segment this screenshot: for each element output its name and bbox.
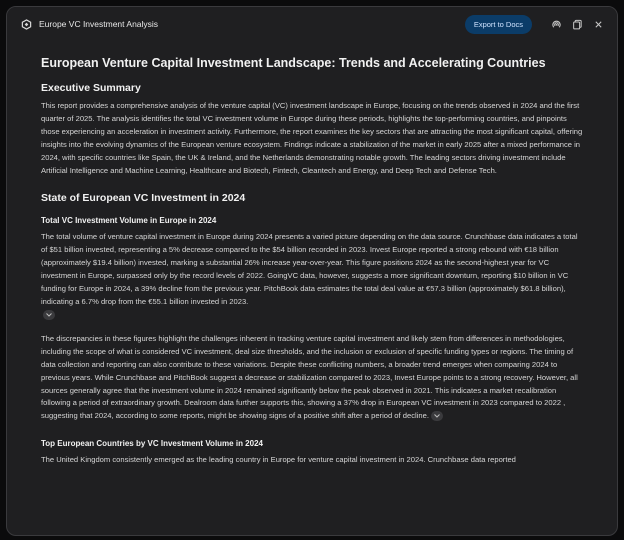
report-content[interactable] [7, 41, 618, 536]
title-bar [7, 7, 617, 41]
total-volume-expand[interactable] [41, 309, 585, 321]
report-window [6, 6, 618, 536]
top-countries-text: The United Kingdom consistently emerged as the leading country in Europe for venture capital investment in 2024. Crunchbase data reported [41, 455, 516, 465]
total-volume-heading: Total VC Investment Volume in Europe in 2024 [41, 216, 217, 226]
executive-summary-heading: Executive Summary [41, 82, 141, 94]
window-title: Europe VC Investment Analysis [39, 19, 159, 29]
executive-summary-text: This report provides a comprehensive analysis of the venture capital (VC) investment landscape in Europe, focusing on the trends observed in 2024 and the first quarter of 2025. The analysis identifies the total VC investment volume in Europe during these periods, highlights the top-performing countries, and pinpoints those experiencing an acceleration in investment activity. Furthermore, the report examines the key sectors that are attracting the most significant capital, offering insights into the evolving dynamics of the European venture ecosystem. Findings indicate a stabilization of the market in early 2025 after a mixed performance in 2024, with specific countries like Spain, the UK & Ireland, and the Netherlands demonstrating notable growth. The leading sectors driving investment include Artificial Intelligence and Machine Learning, Healthcare and Biotech, Fintech, Cleantech and Energy, and Deep Tech and Defense Tech. [41, 101, 583, 175]
close-icon[interactable] [591, 17, 605, 31]
state-of-vc-heading: State of European VC Investment in 2024 [41, 192, 246, 205]
copy-icon[interactable] [570, 17, 584, 31]
total-volume-text-content: The total volume of venture capital investment in Europe during 2024 presents a varied picture depending on the data source. Crunchbase data indicates a total of $51 billion invested, representing a 5% decrease compared to the $54 billion recorded in 2023. Invest Europe reported a strong rebound with €18 billion (approximately $19.4 billion) invested, marking a substantial 26% increase year-over-year. This figure positions 2024 as the second-highest year for VC investment in Europe, surpassed only by the record levels of 2022. GoingVC data, however, suggests a more significant downturn, reporting $10 billion in VC funding for Europe in 2024, a 39% decline from the previous year. PitchBook data estimates the total deal value at €57.3 billion (approximately $61.8 billion), indicating a 6.7% drop from the €55.1 billion invested in 2023. [41, 232, 578, 306]
export-to-docs-button[interactable]: Export to Docs [465, 15, 532, 34]
chevron-down-icon[interactable] [43, 310, 55, 320]
audio-overview-icon[interactable] [549, 17, 563, 31]
total-volume-text [41, 231, 585, 308]
app-logo-icon [19, 17, 33, 31]
discrepancies-text [41, 333, 585, 423]
chevron-down-icon[interactable] [431, 411, 443, 421]
report-title: European Venture Capital Investment Landscape: Trends and Accelerating Countries [41, 56, 546, 70]
discrepancies-text-content: The discrepancies in these figures highlight the challenges inherent in tracking venture capital investment and likely stem from differences in methodologies, including the scope of what is considered VC investment, deal size thresholds, and the inclusion or exclusion of specific funding types or regions. The timing of data collection and reporting can also contribute to these variations. Despite these conflicting numbers, a broader trend emerges when comparing 2024 to previous years. While Crunchbase and PitchBook suggest a decrease or stabilization compared to 2023, Invest Europe points to a strong recovery. However, all sources generally agree that the investment volume in 2024 remained significantly below the peak observed in 2021. This indicates a market recalibration following a period of extraordinary growth. Dealroom data further supports this, showing a 37% drop in European VC investment in 2023 compared to 2022 , suggesting that 2024, according to some reports, might be showing signs of a positive shift after a period of decline. [41, 333, 578, 421]
top-countries-heading: Top European Countries by VC Investment Volume in 2024 [41, 439, 263, 449]
